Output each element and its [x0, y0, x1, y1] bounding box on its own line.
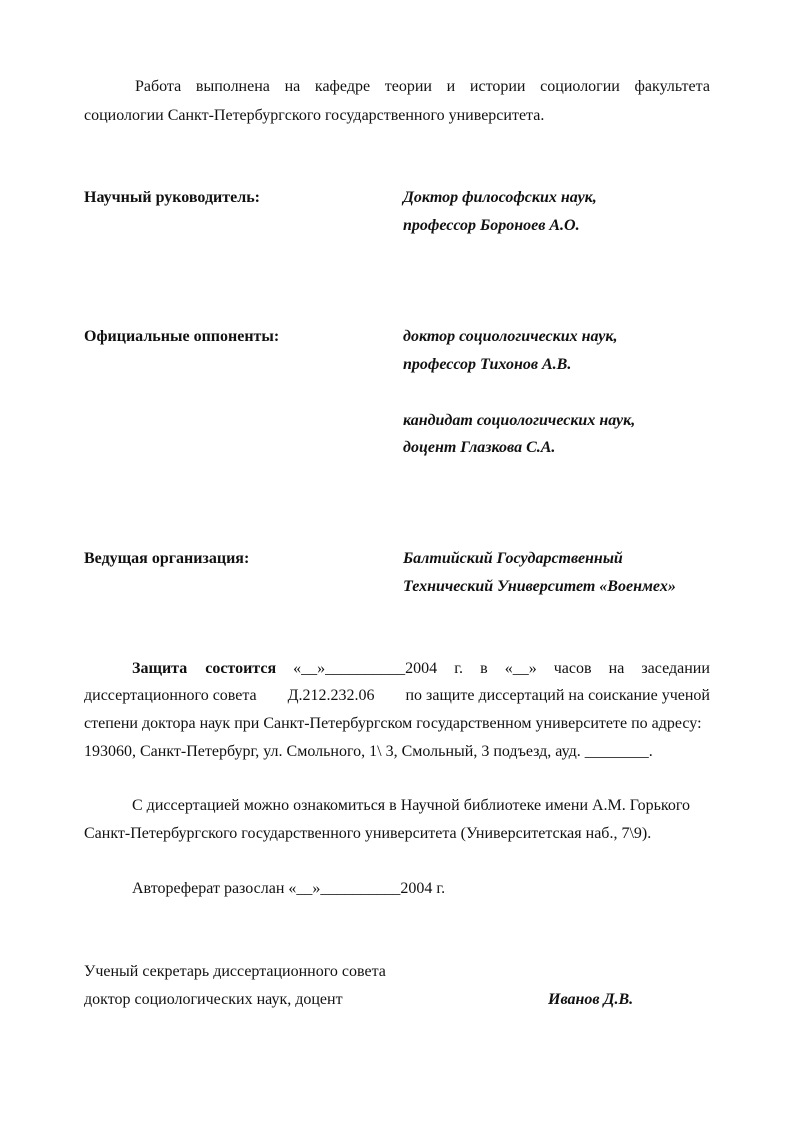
defense-line-2-part: диссертационного совета: [84, 687, 257, 704]
intro-word: теории: [384, 78, 432, 95]
intro-word: факультета: [634, 78, 710, 95]
defense-line-1: [132, 659, 710, 679]
supervisor-name: профессор Бороноев А.О.: [403, 217, 580, 234]
secretary-degree: доктор социологических наук, доцент: [84, 991, 343, 1008]
intro-word: выполнена: [195, 78, 270, 95]
opponents-label: Официальные оппоненты:: [84, 328, 280, 345]
intro-word: Работа: [135, 78, 182, 95]
defense-word: г.: [454, 660, 463, 677]
leading-org-label: Ведущая организация:: [84, 550, 250, 567]
intro-word: на: [284, 78, 301, 95]
leading-org-line-2: Технический Университет «Военмех»: [403, 578, 676, 595]
supervisor-degree: Доктор философских наук,: [403, 189, 597, 206]
intro-line-1: [135, 77, 710, 97]
secretary-name: Иванов Д.В.: [548, 991, 634, 1008]
intro-word: и: [446, 78, 456, 95]
intro-word: кафедре: [314, 78, 371, 95]
defense-word: в: [480, 660, 488, 677]
opponent-2-degree: кандидат социологических наук,: [403, 412, 636, 429]
defense-word: «__»: [504, 660, 537, 677]
defense-word: заседании: [641, 660, 710, 677]
council-code: Д.212.232.06: [287, 687, 375, 704]
library-line-1: С диссертацией можно ознакомиться в Научной библиотеке имени А.М. Горького: [132, 797, 691, 814]
leading-org-line-1: Балтийский Государственный: [403, 550, 623, 567]
opponent-1-degree: доктор социологических наук,: [403, 328, 618, 345]
library-line-2: Санкт-Петербургского государственного университета (Университетская наб., 7\9).: [84, 825, 652, 842]
defense-line-2-part: по защите диссертаций на соискание ученой: [405, 687, 710, 704]
defense-word: часов: [553, 660, 592, 677]
intro-word: социологии: [540, 78, 620, 95]
defense-bold-lead: Защита состоится: [132, 660, 277, 677]
defense-word: на: [608, 660, 625, 677]
opponent-2-name: доцент Глазкова С.А.: [403, 439, 556, 456]
opponent-1-name: профессор Тихонов А.В.: [403, 356, 572, 373]
abstract-sent: Автореферат разослан «__»__________2004 г.: [132, 880, 446, 897]
intro-word: истории: [469, 78, 526, 95]
defense-word: «__»__________2004: [293, 660, 438, 677]
defense-line-4: 193060, Санкт-Петербург, ул. Смольного, 1\ 3, Смольный, 3 подъезд, ауд. ________.: [84, 743, 653, 760]
defense-line-3: степени доктора наук при Санкт-Петербургском государственном университете по адресу:: [84, 715, 702, 732]
intro-line-2: социологии Санкт-Петербургского государственного университета.: [84, 107, 545, 124]
defense-line-2: [84, 686, 710, 706]
supervisor-label: Научный руководитель:: [84, 189, 260, 206]
secretary-title: Ученый секретарь диссертационного совета: [84, 963, 386, 980]
